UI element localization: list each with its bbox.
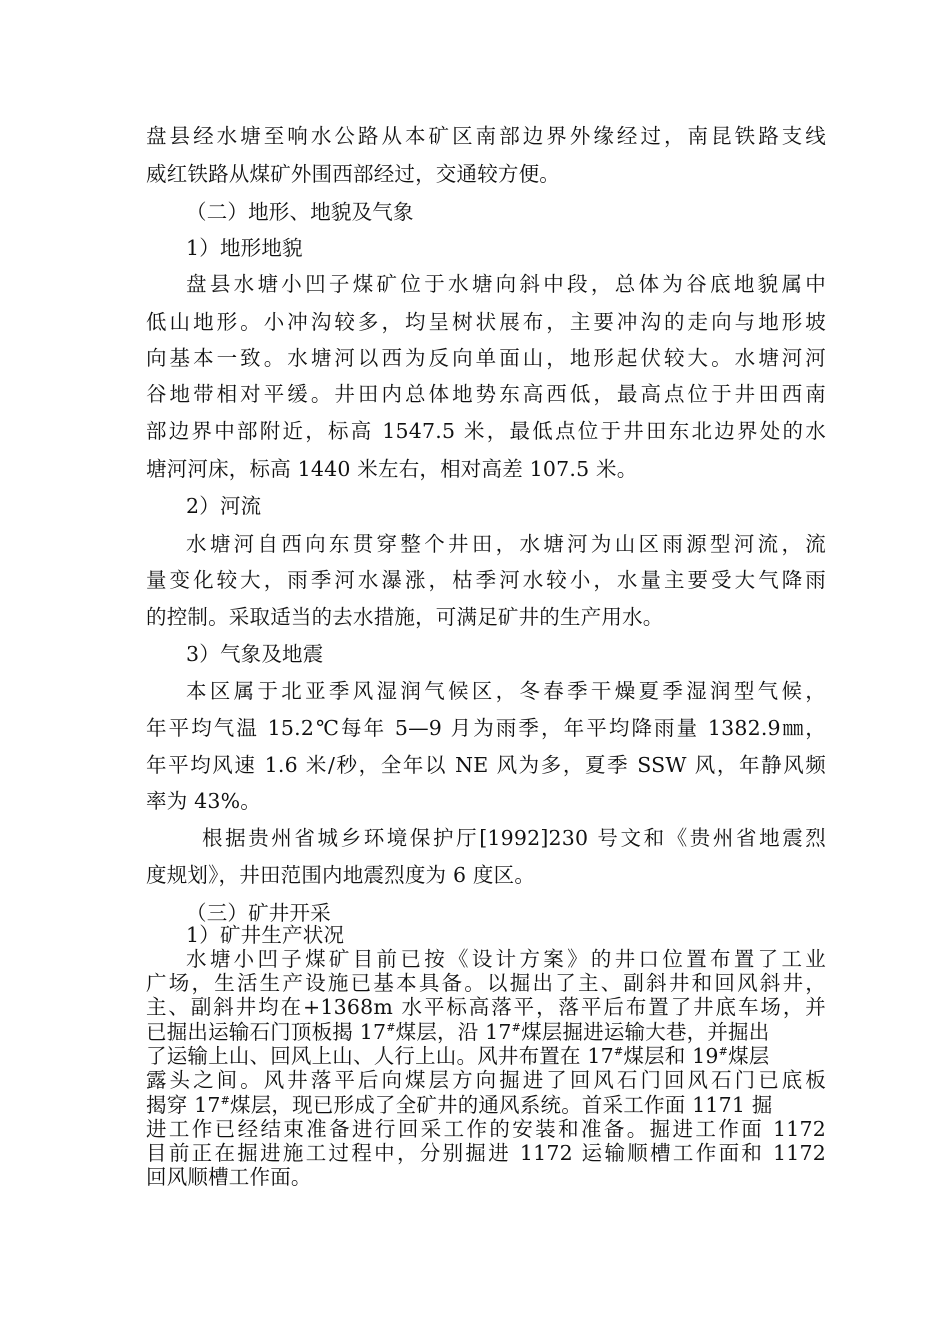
paragraph-line: 谷地带相对平缓。井田内总体地势东高西低，最高点位于井田西南 bbox=[146, 382, 826, 406]
paragraph-line: 主、副斜井均在+1368m 水平标高落平，落平后布置了井底车场，并 bbox=[146, 995, 826, 1019]
paragraph-line: 水塘河自西向东贯穿整个井田，水塘河为山区雨源型河流，流 bbox=[186, 532, 826, 556]
subsection-heading: 1）地形地貌 bbox=[186, 236, 303, 260]
superscript-mark: # bbox=[386, 1021, 396, 1035]
superscript-mark: # bbox=[220, 1094, 231, 1108]
text-run: 煤层和 19 bbox=[623, 1044, 719, 1068]
paragraph-line: 进工作已经结束准备进行回采工作的安装和准备。掘进工作面 1172 bbox=[146, 1117, 826, 1141]
paragraph-line bbox=[146, 1093, 826, 1117]
subsection-heading: 1）矿井生产状况 bbox=[186, 923, 345, 947]
paragraph-line: 盘县水塘小凹子煤矿位于水塘向斜中段，总体为谷底地貌属中 bbox=[186, 272, 826, 296]
paragraph-line: 广场，生活生产设施已基本具备。以掘出了主、副斜井和回风斜井， bbox=[146, 971, 826, 995]
paragraph-line bbox=[146, 1020, 826, 1044]
subsection-heading: 2）河流 bbox=[186, 494, 262, 518]
section-heading: （二）地形、地貌及气象 bbox=[186, 200, 414, 224]
paragraph-line: 年平均气温 15.2℃每年 5—9 月为雨季，年平均降雨量 1382.9㎜， bbox=[146, 716, 826, 740]
paragraph-line: 量变化较大，雨季河水瀑涨，枯季河水较小，水量主要受大气降雨 bbox=[146, 568, 826, 592]
superscript-mark: # bbox=[511, 1021, 522, 1035]
text-run: 了运输上山、回风上山、人行上山。风井布置在 17 bbox=[146, 1044, 614, 1068]
paragraph-line bbox=[146, 1044, 826, 1068]
paragraph-line: 的控制。采取适当的去水措施，可满足矿井的生产用水。 bbox=[146, 605, 664, 629]
text-run: 已掘出运输石门顶板揭 17 bbox=[146, 1020, 387, 1044]
paragraph-line: 部边界中部附近，标高 1547.5 米，最低点位于井田东北边界处的水 bbox=[146, 419, 826, 443]
paragraph-line: 度规划》，井田范围内地震烈度为 6 度区。 bbox=[146, 863, 536, 887]
paragraph-line: 向基本一致。水塘河以西为反向单面山，地形起伏较大。水塘河河 bbox=[146, 346, 826, 370]
paragraph-line: 率为 43%。 bbox=[146, 789, 261, 813]
paragraph-line: 盘县经水塘至响水公路从本矿区南部边界外缘经过，南昆铁路支线 bbox=[146, 124, 826, 148]
paragraph-line: 目前正在掘进施工过程中，分别掘进 1172 运输顺槽工作面和 1172 bbox=[146, 1141, 826, 1165]
paragraph-line: 本区属于北亚季风湿润气候区，冬春季干燥夏季湿润型气候， bbox=[186, 679, 826, 703]
text-run: 煤层，沿 17 bbox=[395, 1020, 512, 1044]
subsection-heading: 3）气象及地震 bbox=[186, 642, 324, 666]
superscript-mark: # bbox=[613, 1045, 624, 1059]
section-heading: （三）矿井开采 bbox=[186, 901, 331, 925]
paragraph-line: 威红铁路从煤矿外围西部经过，交通较方便。 bbox=[146, 162, 560, 186]
text-run: 煤层掘进运输大巷，并掘出 bbox=[521, 1020, 770, 1044]
paragraph-line: 回风顺槽工作面。 bbox=[146, 1165, 312, 1189]
text-run: 煤层 bbox=[728, 1044, 770, 1068]
paragraph-line: 水塘小凹子煤矿目前已按《设计方案》的井口位置布置了工业 bbox=[186, 947, 826, 971]
superscript-mark: # bbox=[718, 1045, 729, 1059]
text-run: 揭穿 17 bbox=[146, 1093, 221, 1117]
paragraph-line: 塘河河床，标高 1440 米左右，相对高差 107.5 米。 bbox=[146, 457, 638, 481]
text-run: 煤层，现已形成了全矿井的通风系统。首采工作面 1171 掘 bbox=[230, 1093, 773, 1117]
paragraph-line: 低山地形。小冲沟较多，均呈树状展布，主要冲沟的走向与地形坡 bbox=[146, 310, 826, 334]
paragraph-line: 露头之间。风井落平后向煤层方向掘进了回风石门回风石门已底板 bbox=[146, 1068, 826, 1092]
paragraph-line: 根据贵州省城乡环境保护厅[1992]230 号文和《贵州省地震烈 bbox=[202, 826, 826, 850]
paragraph-line: 年平均风速 1.6 米/秒，全年以 NE 风为多，夏季 SSW 风，年静风频 bbox=[146, 753, 826, 777]
